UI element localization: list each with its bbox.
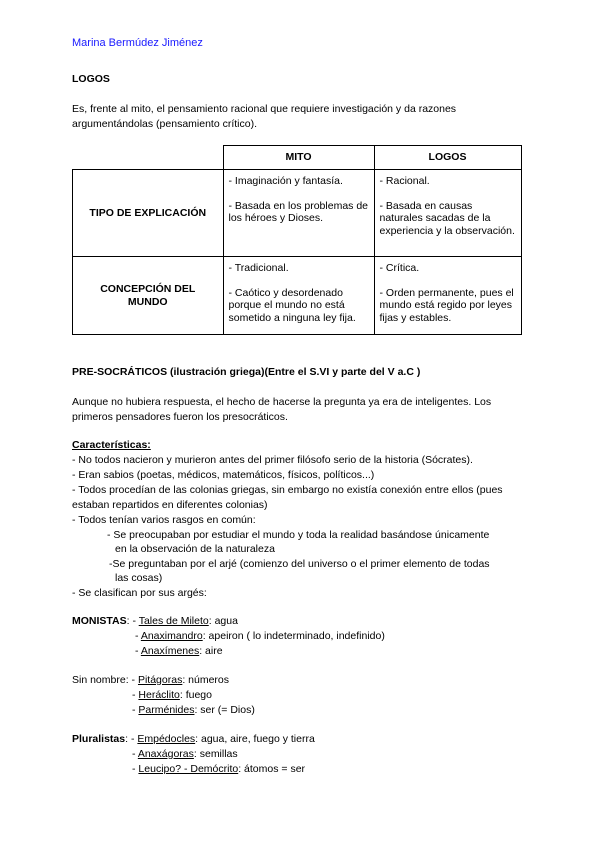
column-header-logos: LOGOS <box>374 146 521 170</box>
cell-text: - Racional. <box>379 175 430 187</box>
item-prefix: - <box>132 689 139 701</box>
sin-nombre-label: Sin nombre: <box>72 674 129 686</box>
caracteristica-line: - No todos nacieron y murieron antes del primer filósofo serio de la historia (Sócrates). <box>72 454 473 466</box>
caracteristica-line: - Se clasifican por sus argés: <box>72 587 207 599</box>
arche-desc: : átomos = ser <box>238 763 306 775</box>
monistas-item <box>72 615 238 627</box>
arche-desc: : fuego <box>179 689 212 701</box>
monistas-item <box>135 645 223 657</box>
philosopher-name: Empédocles <box>137 733 196 745</box>
cell-text: - Imaginación y fantasía. <box>228 175 343 187</box>
pluralistas-item <box>132 763 305 775</box>
column-header-mito: MITO <box>223 146 374 170</box>
caracteristica-line: en la observación de la naturaleza <box>115 543 275 555</box>
philosopher-name: Anaxágoras <box>137 748 194 760</box>
caracteristica-line: - Se preocupaban por estudiar el mundo y toda la realidad basándose únicamente <box>107 529 490 541</box>
item-prefix: : - <box>125 733 138 745</box>
cell-text: - Orden permanente, pues el mundo está regido por leyes fijas y estables. <box>379 286 514 324</box>
logos-intro-line-2: argumentándolas (pensamiento crítico). <box>72 118 258 130</box>
row-label-line: MUNDO <box>127 295 168 308</box>
caracteristicas-title: Características: <box>72 439 151 451</box>
presocraticos-intro-line-2: primeros pensadores fueron los presocráticos. <box>72 411 288 423</box>
logos-intro-line-1: Es, frente al mito, el pensamiento racional que requiere investigación y da razones <box>72 103 457 115</box>
presocraticos-title: PRE-SOCRÁTICOS (ilustración griega)(Entre el S.VI y parte del V a.C ) <box>72 366 421 378</box>
sin-nombre-item <box>132 704 255 716</box>
pluralistas-item <box>132 748 238 760</box>
item-prefix: : - <box>126 615 139 627</box>
presocraticos-intro-line-1: Aunque no hubiera respuesta, el hecho de hacerse la pregunta ya era de inteligentes. Los <box>72 396 492 408</box>
philosopher-name: Anaximandro <box>140 630 203 642</box>
arche-desc: : ser (= Dios) <box>194 704 255 716</box>
philosopher-name: Pitágoras <box>137 674 183 686</box>
caracteristica-line: - Todos tenían varios rasgos en común: <box>72 514 256 526</box>
caracteristica-line: las cosas) <box>115 572 163 584</box>
arche-desc: : agua, aire, fuego y tierra <box>195 733 315 745</box>
pluralistas-label: Pluralistas <box>72 733 126 745</box>
caracteristica-line: estaban repartidos en diferentes colonias) <box>72 499 268 511</box>
item-prefix: - <box>132 704 139 716</box>
arche-desc: : semillas <box>193 748 238 760</box>
philosopher-name: Leucipo? - Demócrito <box>138 763 239 775</box>
arche-desc: : apeiron ( lo indeterminado, indefinido) <box>202 630 385 642</box>
cell-text: - Caótico y desordenado porque el mundo no está sometido a ninguna ley fija. <box>228 286 356 324</box>
philosopher-name: Heráclito <box>138 689 180 701</box>
item-prefix: - <box>128 674 138 686</box>
monistas-label: MONISTAS <box>72 615 127 627</box>
arche-desc: : números <box>182 674 230 686</box>
sin-nombre-item <box>132 689 212 701</box>
philosopher-name: Tales de Mileto <box>138 615 209 627</box>
caracteristica-line: - Todos procedían de las colonias griegas, sin embargo no existía conexión entre ellos (pues <box>72 484 503 496</box>
item-prefix: - <box>135 630 141 642</box>
arche-desc: : aire <box>199 645 223 657</box>
philosopher-name: Parménides <box>138 704 195 716</box>
row-label-concepcion <box>73 257 224 335</box>
arche-desc: : agua <box>208 615 238 627</box>
logos-title: LOGOS <box>72 73 110 85</box>
cell-tipo-logos <box>374 170 521 257</box>
cell-tipo-mito <box>223 170 374 257</box>
cell-text: - Crítica. <box>379 262 420 274</box>
row-label-tipo: TIPO DE EXPLICACIÓN <box>73 170 224 257</box>
caracteristica-line: -Se preguntaban por el arjé (comienzo del universo o el primer elemento de todas <box>109 558 490 570</box>
pluralistas-item <box>72 733 315 745</box>
row-label-line: CONCEPCIÓN DEL <box>100 283 196 295</box>
author-name: Marina Bermúdez Jiménez <box>72 37 203 49</box>
philosopher-name: Anaxímenes <box>140 645 200 657</box>
monistas-item <box>135 630 385 642</box>
item-prefix: - <box>132 748 138 760</box>
item-prefix: - <box>132 763 139 775</box>
mito-logos-table <box>72 145 522 335</box>
caracteristica-line: - Eran sabios (poetas, médicos, matemáticos, físicos, políticos...) <box>72 469 375 481</box>
cell-text: - Basada en los problemas de los héroes y Dioses. <box>228 199 368 224</box>
cell-text: - Basada en causas naturales sacadas de la experiencia y la observación. <box>379 199 515 237</box>
cell-concepcion-logos <box>374 257 521 335</box>
cell-concepcion-mito <box>223 257 374 335</box>
sin-nombre-item <box>72 674 229 686</box>
item-prefix: - <box>135 645 141 657</box>
cell-text: - Tradicional. <box>228 262 289 274</box>
